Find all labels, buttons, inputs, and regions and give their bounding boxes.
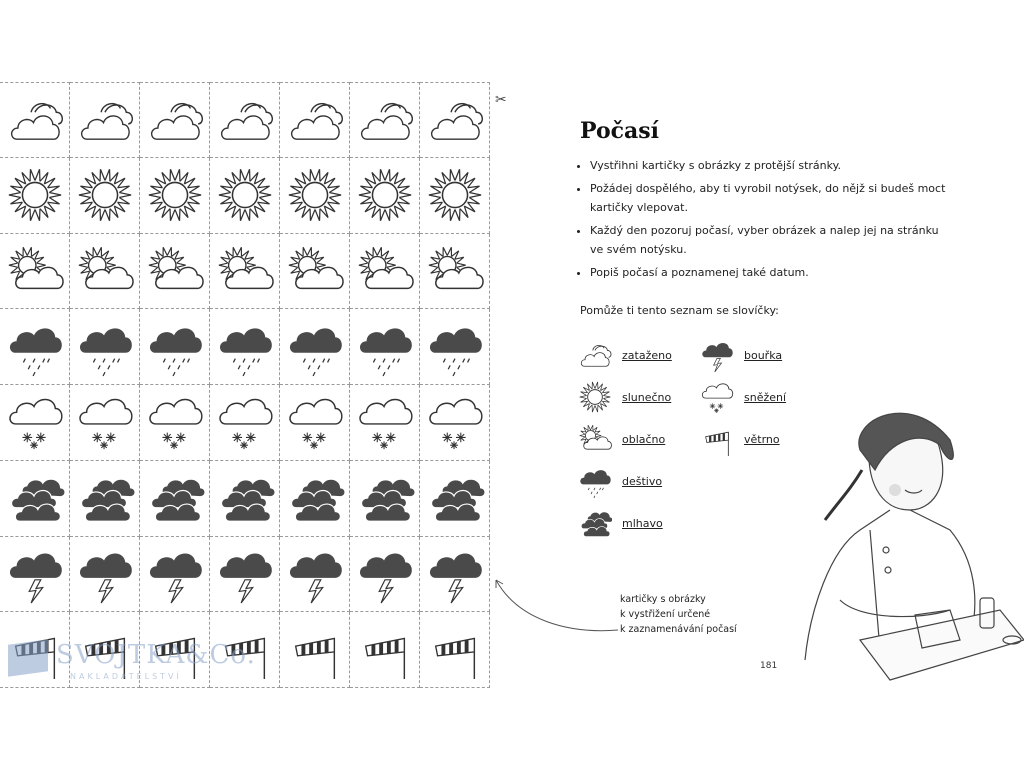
weather-card [210, 309, 280, 385]
windsock-icon [426, 621, 484, 679]
caption-line: k vystřižení určené [620, 609, 711, 620]
snow-cloud-icon [356, 393, 414, 451]
weather-card [70, 82, 140, 158]
rain-cloud-icon [578, 464, 612, 498]
snow-cloud-icon [216, 393, 274, 451]
caption-line: k zaznamenávání počasí [620, 624, 737, 635]
weather-card [420, 158, 490, 234]
weather-card [350, 309, 420, 385]
cloud-outline-icon [578, 338, 612, 372]
sun-cloud-icon [286, 242, 344, 300]
snow-cloud-icon [146, 393, 204, 451]
sun-icon [146, 166, 204, 224]
sun-cloud-icon [216, 242, 274, 300]
vocab-word: slunečno [622, 390, 672, 404]
weather-card [280, 612, 350, 688]
cloud-outline-icon [76, 91, 134, 149]
fog-clouds-icon [426, 469, 484, 527]
weather-card [70, 234, 140, 310]
sun-icon [426, 166, 484, 224]
windsock-icon [286, 621, 344, 679]
girl-illustration [800, 410, 1024, 700]
weather-card [280, 385, 350, 461]
publisher-name: SVOJTKA&Co. [56, 640, 256, 670]
storm-cloud-icon [356, 545, 414, 603]
vocab-word: sněžení [744, 390, 787, 404]
publisher-subtitle: NAKLADATELSTVÍ [70, 672, 182, 681]
rain-cloud-icon [146, 318, 204, 376]
fog-clouds-icon [286, 469, 344, 527]
sun-cloud-icon [356, 242, 414, 300]
weather-card [70, 461, 140, 537]
weather-card [70, 158, 140, 234]
weather-card [140, 309, 210, 385]
sun-cloud-icon [578, 422, 612, 456]
caption-arrow-icon [488, 570, 628, 640]
weather-card [420, 234, 490, 310]
weather-card [280, 537, 350, 613]
fog-clouds-icon [6, 469, 64, 527]
weather-card [0, 461, 70, 537]
weather-card [70, 309, 140, 385]
instruction-item: • Požádej dospělého, aby ti vyrobil notýsek, do nějž si budeš moct kartičky vlepovat. [590, 179, 950, 217]
weather-card [420, 461, 490, 537]
cloud-outline-icon [356, 91, 414, 149]
storm-cloud-icon [426, 545, 484, 603]
fog-clouds-icon [76, 469, 134, 527]
vocab-item-slunecno [578, 380, 671, 414]
vocab-item-snezeni [700, 380, 786, 414]
weather-card [0, 158, 70, 234]
vocabulary-list [578, 338, 808, 548]
weather-card [350, 158, 420, 234]
cloud-outline-icon [146, 91, 204, 149]
sun-icon [578, 380, 612, 414]
snow-cloud-icon [6, 393, 64, 451]
weather-card [210, 461, 280, 537]
vocab-item-oblacno [578, 422, 665, 456]
sun-icon [356, 166, 414, 224]
weather-card [0, 309, 70, 385]
sun-cloud-icon [146, 242, 204, 300]
weather-card [350, 461, 420, 537]
fog-clouds-icon [216, 469, 274, 527]
storm-cloud-icon [146, 545, 204, 603]
weather-card [140, 234, 210, 310]
sun-cloud-icon [426, 242, 484, 300]
vocab-word: oblačno [622, 432, 666, 446]
weather-card [210, 234, 280, 310]
weather-card [210, 537, 280, 613]
weather-card [140, 158, 210, 234]
snow-cloud-icon [700, 380, 734, 414]
cloud-outline-icon [286, 91, 344, 149]
vocab-item-bourka [700, 338, 782, 372]
weather-card [350, 385, 420, 461]
cards-caption [620, 592, 760, 637]
storm-cloud-icon [286, 545, 344, 603]
snow-cloud-icon [76, 393, 134, 451]
rain-cloud-icon [216, 318, 274, 376]
weather-card [280, 461, 350, 537]
weather-card [140, 385, 210, 461]
sun-icon [286, 166, 344, 224]
weather-card [140, 461, 210, 537]
windsock-icon [700, 422, 734, 456]
weather-card [420, 385, 490, 461]
fog-clouds-icon [356, 469, 414, 527]
vocab-word: deštivo [622, 474, 663, 488]
storm-cloud-icon [700, 338, 734, 372]
rain-cloud-icon [426, 318, 484, 376]
cloud-outline-icon [426, 91, 484, 149]
weather-card [350, 612, 420, 688]
weather-card [70, 537, 140, 613]
weather-card [210, 158, 280, 234]
instruction-list [578, 156, 950, 286]
rain-cloud-icon [286, 318, 344, 376]
weather-card-grid [0, 82, 490, 688]
page-number: 181 [760, 661, 778, 671]
vocab-word: zataženo [622, 348, 672, 362]
weather-card [350, 234, 420, 310]
vocab-item-vetrno [700, 422, 780, 456]
sun-cloud-icon [6, 242, 64, 300]
instruction-item: • Vystřihni kartičky s obrázky z protější stránky. [590, 156, 950, 175]
fog-clouds-icon [146, 469, 204, 527]
weather-card [420, 537, 490, 613]
weather-card [140, 537, 210, 613]
instruction-item: • Každý den pozoruj počasí, vyber obrázek a nalep jej na stránku ve svém notýsku. [590, 221, 950, 259]
storm-cloud-icon [216, 545, 274, 603]
weather-card [0, 82, 70, 158]
rain-cloud-icon [356, 318, 414, 376]
weather-card [420, 82, 490, 158]
vocab-word: bouřka [744, 348, 783, 362]
weather-card [140, 82, 210, 158]
sun-icon [76, 166, 134, 224]
publisher-logo-mark [8, 639, 48, 677]
cloud-outline-icon [216, 91, 274, 149]
weather-card [0, 537, 70, 613]
snow-cloud-icon [426, 393, 484, 451]
sun-icon [6, 166, 64, 224]
windsock-icon [356, 621, 414, 679]
page-title: Počasí [580, 118, 660, 144]
rain-cloud-icon [76, 318, 134, 376]
vocab-item-zatazeno [578, 338, 672, 372]
weather-card [420, 612, 490, 688]
sun-cloud-icon [76, 242, 134, 300]
vocab-item-mlhavo [578, 506, 663, 540]
scissors-icon: ✂ [495, 92, 507, 108]
caption-line: kartičky s obrázky [620, 594, 706, 605]
snow-cloud-icon [286, 393, 344, 451]
publisher-watermark [8, 638, 256, 688]
sun-icon [216, 166, 274, 224]
weather-card [280, 82, 350, 158]
weather-card [420, 309, 490, 385]
weather-card [280, 309, 350, 385]
weather-card [350, 537, 420, 613]
weather-card [280, 158, 350, 234]
rain-cloud-icon [6, 318, 64, 376]
weather-card [70, 385, 140, 461]
weather-card [0, 234, 70, 310]
weather-card [210, 385, 280, 461]
vocabulary-intro: Pomůže ti tento seznam se slovíčky: [580, 304, 779, 317]
vocab-word: mlhavo [622, 516, 663, 530]
vocab-item-destivo [578, 464, 662, 498]
vocab-word: větrno [744, 432, 780, 446]
fog-clouds-icon [578, 506, 612, 540]
instruction-item: • Popiš počasí a poznamenej také datum. [590, 263, 950, 282]
weather-card [0, 385, 70, 461]
storm-cloud-icon [6, 545, 64, 603]
cloud-outline-icon [6, 91, 64, 149]
weather-card [280, 234, 350, 310]
storm-cloud-icon [76, 545, 134, 603]
weather-card [350, 82, 420, 158]
weather-card [210, 82, 280, 158]
